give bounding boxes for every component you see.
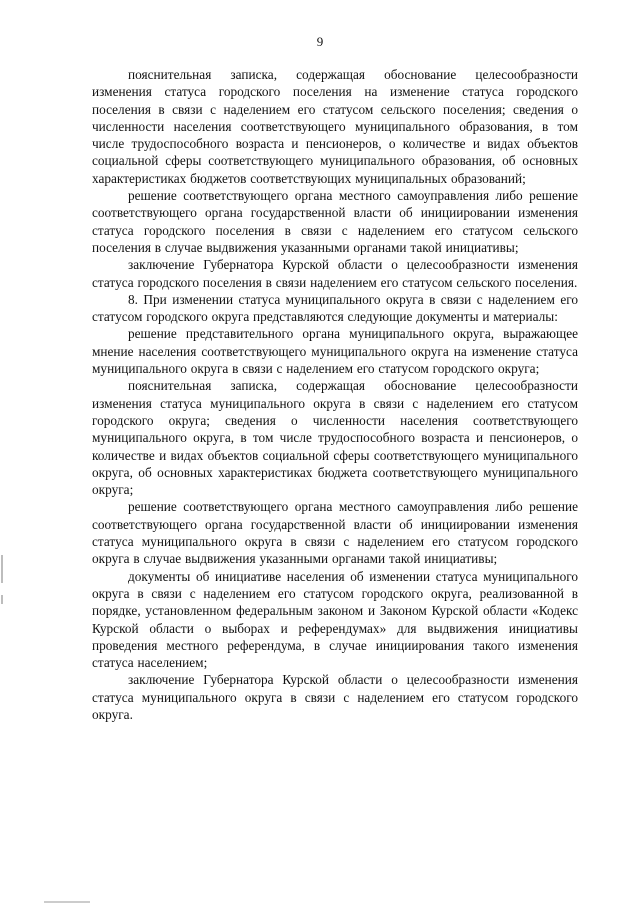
scan-edge-artifact — [1, 595, 3, 604]
paragraph-decision-settlement: решение соответствующего органа местного самоуправления либо решение соответствующего органа государственной власти об инициировании изменения статуса городского поселения в связи с наделением его статусом сельского поселения в случае выдвижения указанными органами такой инициативы; — [92, 188, 578, 255]
paragraph-governor-conclusion-settlement: заключение Губернатора Курской области о целесообразности изменения статуса городского поселения в связи наделением его статусом сельского поселения. — [92, 257, 578, 290]
scan-edge-artifact — [1, 555, 3, 583]
document-body — [92, 66, 578, 723]
paragraph-explanatory-note-district: пояснительная записка, содержащая обоснование целесообразности изменения статуса муниципального округа в связи с наделением его статусом городского округа; сведения о численности населения соответствующего муниципального округа, в том числе трудоспособного возраста и пенсионеров, о количестве и видах объектов социальной сферы соответствующего муниципального округа, об основных характеристиках бюджета соответствующего муниципального округа; — [92, 378, 578, 498]
page-number: 9 — [316, 34, 324, 49]
paragraph-population-initiative: документы об инициативе населения об изменении статуса муниципального округа в связи с наделением его статусом городского округа, реализованной в порядке, установленном федеральным законом и Законом Курской области «Кодекс Курской области о выборах и референдумах» для выдвижения инициативы проведения местного референдума, в случае инициирования такого изменения статуса населением; — [92, 568, 578, 671]
paragraph-governor-conclusion-district: заключение Губернатора Курской области о целесообразности изменения статуса муниципального округа в связи с наделением его статусом городского округа. — [92, 672, 578, 722]
paragraph-representative-body-decision: решение представительного органа муниципального округа, выражающее мнение населения соответствующего муниципального округа на изменение статуса муниципального округа в связи с наделением его статусом городского округа; — [92, 326, 578, 377]
paragraph-decision-district: решение соответствующего органа местного самоуправления либо решение соответствующего органа государственной власти об инициировании изменения статуса муниципального округа в связи с наделением его статусом городского округа в случае выдвижения указанными органами такой инициативы; — [92, 499, 578, 567]
paragraph-section-8: 8. При изменении статуса муниципального округа в связи с наделением его статусом городского округа представляются следующие документы и материалы: — [92, 291, 578, 325]
paragraph-explanatory-note-settlement: пояснительная записка, содержащая обоснование целесообразности изменения статуса городского поселения на изменение статуса городского поселения в связи с наделением его статусом сельского поселения; сведения о численности населения соответствующего муниципального образования, в том числе трудоспособного возраста и пенсионеров, о количестве и видах объектов социальной сферы соответствующего муниципального образования, об основных характеристиках бюджетов соответствующих муниципальных образований; — [92, 67, 578, 186]
scan-bottom-mark — [44, 901, 90, 903]
